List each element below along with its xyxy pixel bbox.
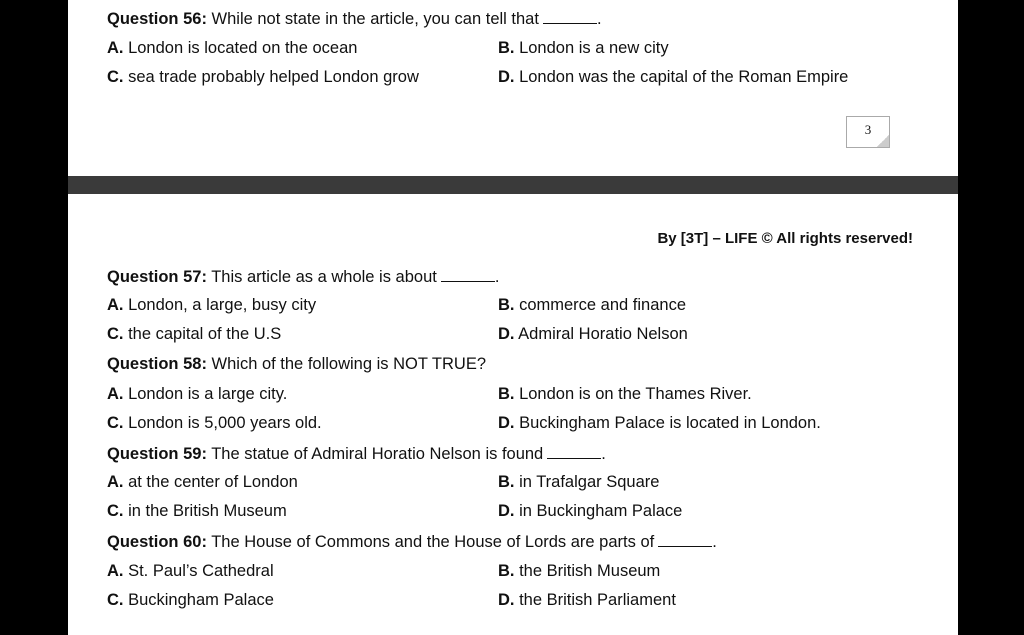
option-c: C. Buckingham Palace <box>107 591 274 609</box>
option-b: B. London is on the Thames River. <box>498 385 752 403</box>
option-a: A. at the center of London <box>107 473 298 491</box>
page-separator <box>68 176 958 194</box>
question-label: Question 56: <box>107 10 207 28</box>
document-page-bottom <box>68 194 958 635</box>
question-58: Question 58: Which of the following is NOT TRUE? <box>107 355 487 373</box>
option-a: A. London is located on the ocean <box>107 39 358 57</box>
option-b: B. the British Museum <box>498 562 661 580</box>
option-d: D. London was the capital of the Roman Empire <box>498 68 849 86</box>
option-d: D. Buckingham Palace is located in London. <box>498 414 821 432</box>
question-59: Question 59: The statue of Admiral Horatio Nelson is found . <box>107 445 606 463</box>
option-a: A. London is a large city. <box>107 385 288 403</box>
answer-blank <box>441 266 495 282</box>
option-c: C. the capital of the U.S <box>107 325 282 343</box>
question-57: Question 57: This article as a whole is about . <box>107 268 500 286</box>
option-b: B. in Trafalgar Square <box>498 473 660 491</box>
question-text: While not state in the article, you can tell that <box>206 10 539 28</box>
page-number: 3 <box>846 116 890 148</box>
answer-blank <box>658 531 712 547</box>
question-60: Question 60: The House of Commons and the House of Lords are parts of . <box>107 533 717 551</box>
option-d: D. Admiral Horatio Nelson <box>498 325 688 343</box>
page-curl-icon <box>877 135 889 147</box>
option-c: C. sea trade probably helped London grow <box>107 68 419 86</box>
option-c: C. London is 5,000 years old. <box>107 414 322 432</box>
answer-blank <box>543 8 597 24</box>
copyright-notice: By [3T] – LIFE © All rights reserved! <box>657 230 913 247</box>
option-c: C. in the British Museum <box>107 502 287 520</box>
option-a: A. St. Paul’s Cathedral <box>107 562 274 580</box>
option-d: D. in Buckingham Palace <box>498 502 683 520</box>
answer-blank <box>547 443 601 459</box>
question-56: Question 56: While not state in the article, you can tell that . <box>107 10 602 28</box>
document-page-top <box>68 0 958 176</box>
option-d: D. the British Parliament <box>498 591 676 609</box>
option-a: A. London, a large, busy city <box>107 296 317 314</box>
option-b: B. commerce and finance <box>498 296 687 314</box>
option-b: B. London is a new city <box>498 39 669 57</box>
